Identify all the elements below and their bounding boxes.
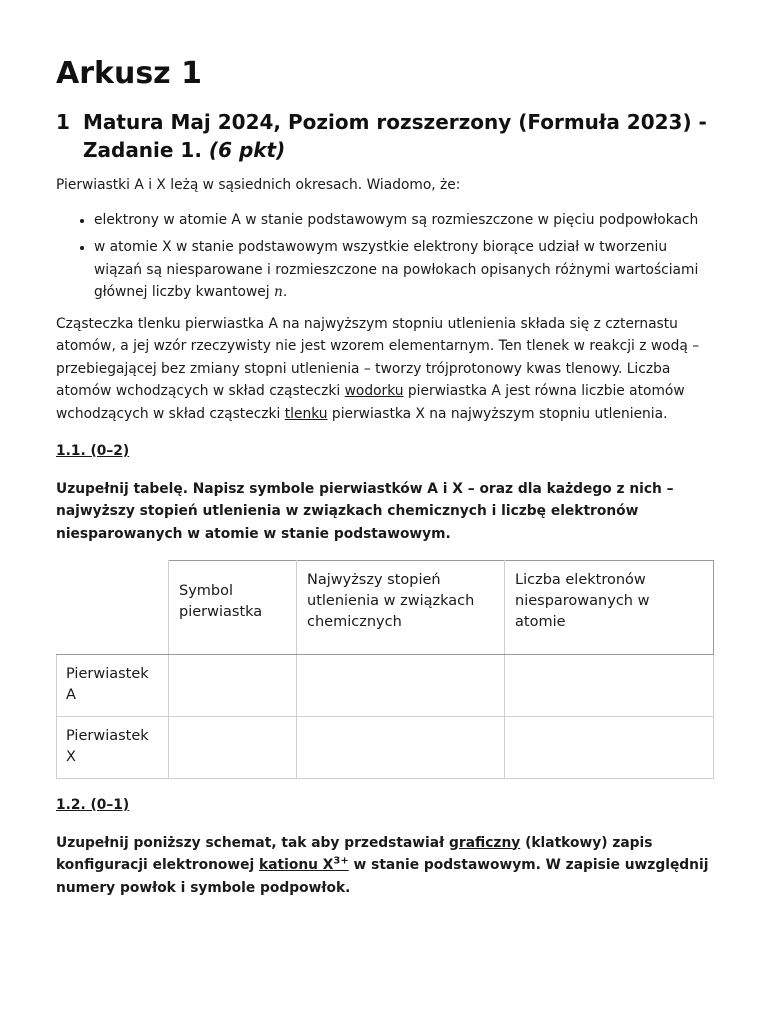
underlined-term-cation: kationu $X^{3+}$	[259, 855, 349, 873]
table-corner	[57, 561, 169, 655]
answer-cell[interactable]	[505, 655, 714, 717]
answer-table	[56, 560, 714, 779]
task-points: (6 pkt)	[208, 138, 286, 162]
answer-cell[interactable]	[297, 655, 505, 717]
subtask-2-instruction: Uzupełnij poniższy schemat, tak aby przedstawiał graficzny (klatkowy) zapis konfiguracji elektronowej kationu $X^{3+}$ w stanie podstawowym. W zapisie uwzględnij numery powłok i symbole podpowłok.	[56, 834, 709, 896]
task-heading	[56, 108, 712, 164]
subtask-2-label: 1.2. (0–1)	[56, 797, 130, 813]
sheet-title: Arkusz 1	[56, 56, 202, 91]
subtask-1-instruction: Uzupełnij tabelę. Napisz symbole pierwiastków A i X – oraz dla każdego z nich – najwyższy stopień utlenienia w związkach chemicznych i liczbę elektronów niesparowanych w atomie w stanie podstawowym.	[56, 480, 674, 542]
underlined-term-hydride: wodorku	[344, 383, 404, 399]
subtask-1-label: 1.1. (0–2)	[56, 443, 130, 459]
list-item: • elektrony w atomie A w stanie podstawowym są rozmieszczone w pięciu podpowłokach	[94, 209, 712, 232]
column-header: Symbol pierwiastka	[169, 561, 297, 655]
task-intro: Pierwiastki A i X leżą w sąsiednich okresach. Wiadomo, że:	[56, 177, 461, 193]
row-header: Pierwiastek X	[57, 717, 169, 779]
table-row	[57, 717, 714, 779]
task-number: 1	[56, 110, 70, 134]
conditions-list	[56, 209, 712, 304]
underlined-term-graphic: graficzny	[449, 834, 521, 851]
answer-cell[interactable]	[169, 717, 297, 779]
column-header: Najwyższy stopień utlenienia w związkach chemicznych	[297, 561, 505, 655]
column-header: Liczba elektronów niesparowanych w atomie	[505, 561, 714, 655]
answer-cell[interactable]	[297, 717, 505, 779]
quantum-number-symbol: n	[273, 284, 283, 300]
answer-cell[interactable]	[169, 655, 297, 717]
task-title: Matura Maj 2024, Poziom rozszerzony (Formuła 2023) - Zadanie 1.	[83, 110, 707, 162]
task-description: Cząsteczka tlenku pierwiastka A na najwyższym stopniu utlenienia składa się z czternastu atomów, a jej wzór rzeczywisty nie jest wzorem elementarnym. Ten tlenek w reakcji z wodą – przebiegającej bez zmiany stopni utlenienia – tworzy trójprotonowy kwas tlenowy. Liczba atomów wchodzących w skład cząsteczki wodorku pierwiastka A jest równa liczbie atomów wchodzących w skład cząsteczki tlenku pierwiastka X na najwyższym stopniu utlenienia.	[56, 315, 700, 422]
table-row	[57, 655, 714, 717]
answer-cell[interactable]	[505, 717, 714, 779]
underlined-term-oxide: tlenku	[284, 405, 328, 422]
row-header: Pierwiastek A	[57, 655, 169, 717]
list-item: • w atomie X w stanie podstawowym wszystkie elektrony biorące udział w tworzeniu wiązań są niesparowane i rozmieszczone na powłokach opisanych różnymi wartościami głównej liczby kwantowej n.	[94, 236, 712, 304]
